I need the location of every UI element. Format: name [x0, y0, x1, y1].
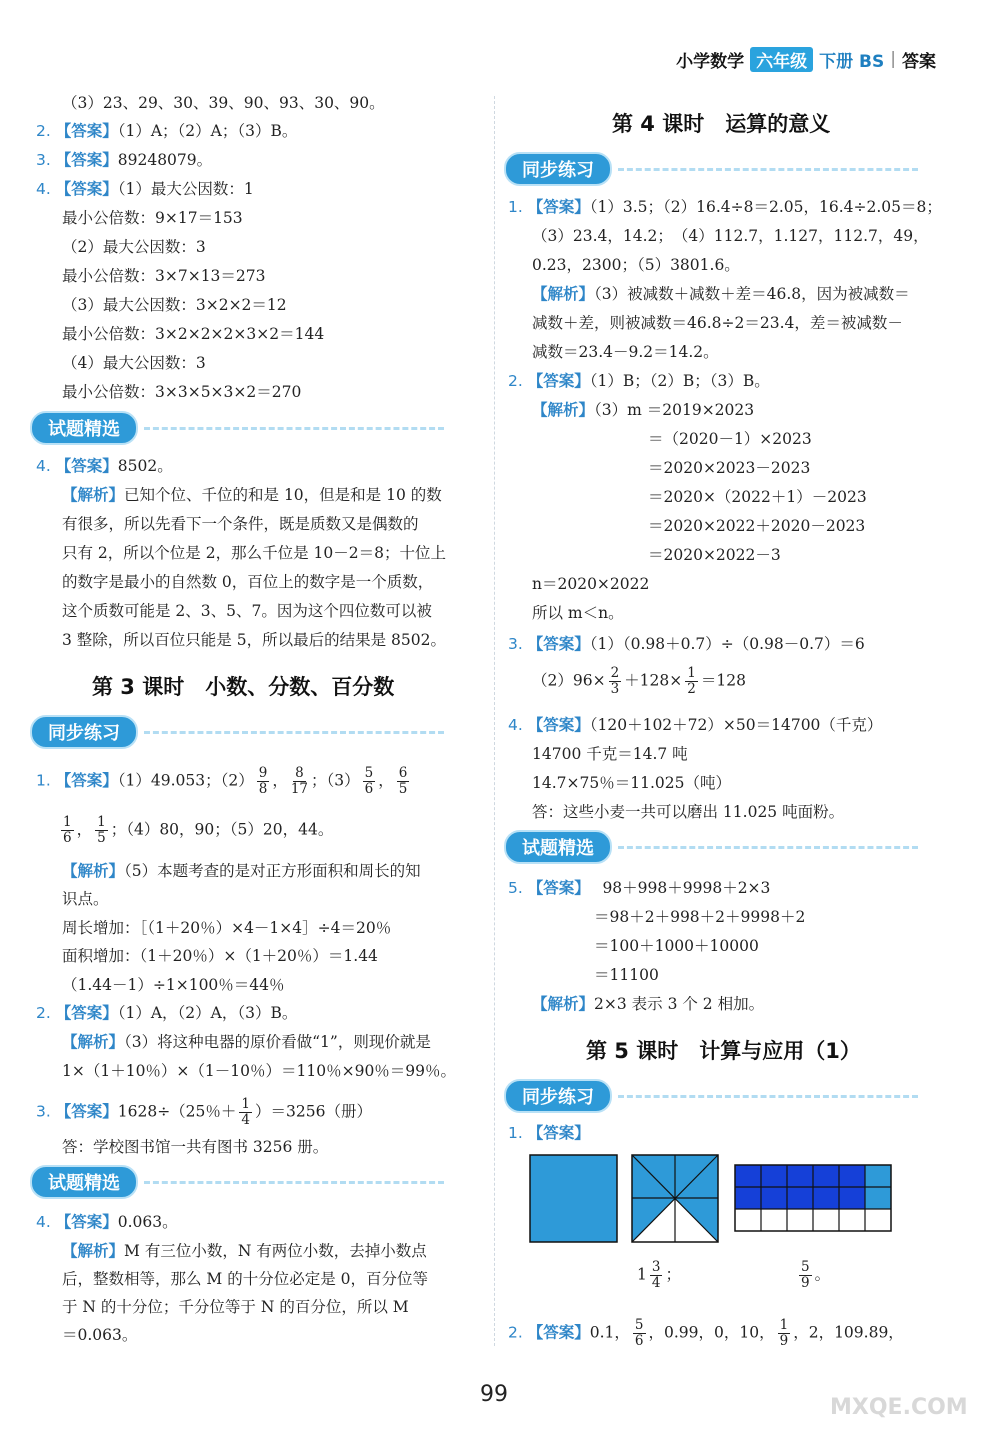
answer-text: 98＋998＋9998＋2×3: [602, 879, 771, 897]
section-banner-sync: [504, 153, 918, 185]
fraction-figures: [528, 1150, 900, 1246]
answer-text: （1）B；（2）B；（3）B。: [589, 372, 770, 390]
text-line: ＝2020×2022＋2020－2023: [648, 517, 866, 535]
answer-label: 【答案】: [55, 771, 118, 790]
denominator: 3: [610, 681, 620, 697]
text-line: ＝11100: [594, 966, 659, 984]
numerator: 1: [779, 1317, 789, 1333]
text-line: 的数字是最小的自然数 0，百位上的数字是一个质数，: [62, 573, 434, 591]
text-line: 答：这些小麦一共可以磨出 11.025 吨面粉。: [532, 803, 845, 821]
answer-label: 【答案】: [527, 635, 590, 653]
header-volume: 下册 BS: [819, 51, 885, 72]
answer-item-a1: 1. 【答案】（1）49.053；（2） $\frac{9}{8}$ ， $\frac{8}{17}$ ；（3） $\frac{5}{6}$ ， $\frac{6}{5}$: [36, 765, 408, 797]
fraction: [397, 766, 410, 797]
separator: ；: [665, 1265, 681, 1284]
numerator: 1: [241, 1096, 251, 1112]
answer-item-4: [36, 178, 254, 200]
answer-label: 【答案】: [527, 1323, 590, 1342]
denominator: 4: [241, 1112, 251, 1128]
answer-label: 【答案】: [55, 151, 118, 169]
numerator: 1: [687, 665, 696, 681]
fraction: [61, 815, 74, 846]
section-banner-sync: [30, 716, 444, 748]
question-number: 2.: [36, 122, 51, 140]
denominator: 5: [97, 830, 106, 846]
text-line: （4）最大公因数：3: [62, 354, 206, 372]
answer-text: ；（3）: [311, 771, 360, 790]
question-number: 1.: [36, 771, 51, 790]
answer-text: （1）A，（2）A，（3）B。: [117, 1004, 298, 1022]
text-line: ＝100＋1000＋10000: [594, 937, 759, 955]
explain-label: 【解析】: [62, 486, 125, 504]
explain-line: [532, 399, 754, 421]
banner-label: 试题精选: [30, 1165, 138, 1199]
answer-text: （120＋102＋72）×50＝14700（千克）: [589, 716, 883, 734]
text-line: （1.44－1）÷1×100％＝44％: [62, 976, 285, 994]
fraction: [799, 1260, 812, 1291]
fraction: [363, 766, 376, 797]
figure-answer-fraction: [796, 1260, 830, 1291]
answer-item-r1: [508, 196, 942, 218]
question-number: 5.: [508, 879, 523, 897]
text-line: 于 N 的十分位；千分位等于 N 的百分位，所以 M: [62, 1298, 409, 1316]
grid-rectangle: [735, 1165, 891, 1231]
text-line: 最小公倍数：3×2×2×2×3×2＝144: [62, 325, 325, 343]
header-separator: |: [890, 49, 896, 69]
question-number: 4.: [36, 1213, 51, 1231]
whole-number: 1: [637, 1265, 647, 1284]
answer-text: 1628÷（25％＋: [117, 1102, 237, 1121]
banner-divider: [618, 846, 918, 849]
denominator: 9: [801, 1275, 810, 1291]
answer-item-r2: [508, 370, 770, 392]
text-line: ＝2020×2023－2023: [648, 459, 811, 477]
header-subject: 小学数学: [676, 51, 745, 72]
section-banner-sync: [504, 1080, 918, 1112]
numerator: 9: [258, 765, 268, 781]
text-line: 减数＝23.4－9.2＝14.2。: [532, 343, 719, 361]
text-line: 只有 2，所以个位是 2，那么千位是 10－2＝8；十位上: [62, 544, 446, 562]
denominator: 6: [634, 1333, 644, 1349]
explain-label: 【解析】: [532, 285, 595, 303]
answer-item-r7: [508, 1318, 904, 1349]
answer-text: ）＝3256（册）: [255, 1102, 372, 1121]
text-line: ＝98＋2＋998＋2＋9998＋2: [594, 908, 806, 926]
answer-text: 0.063。: [117, 1213, 178, 1231]
page-number: 99: [480, 1382, 508, 1407]
fraction: [685, 666, 698, 697]
numerator: 8: [295, 765, 304, 781]
text-line: 周长增加：［（1＋20％）×4－1×4］÷4＝20％: [62, 919, 392, 937]
explain-label: 【解析】: [62, 1242, 125, 1260]
text-line: ＝2020×（2022＋1）－2023: [648, 488, 867, 506]
banner-divider: [618, 1095, 918, 1098]
explain-line: [532, 993, 764, 1015]
explain-line: [62, 1240, 427, 1262]
fraction: [257, 766, 270, 797]
text-line: 这个质数可能是 2、3、5、7。因为这个四位数可以被: [62, 602, 432, 620]
text-line: （3）23、29、30、39、90、93、30、90。: [62, 94, 385, 112]
question-number: 2.: [36, 1004, 51, 1022]
explain-text: （3）将这种电器的原价看做“1”，则现价就是: [124, 1033, 431, 1051]
text-line: 答：学校图书馆一共有图书 3256 册。: [62, 1138, 329, 1156]
text-line: （2）最大公因数：3: [62, 238, 206, 256]
numerator: 5: [364, 765, 374, 781]
denominator: 2: [687, 681, 696, 697]
text-line: 识点。: [62, 890, 109, 908]
text-line: 0.23，2300；（5）3801.6。: [532, 256, 740, 274]
banner-divider: [144, 427, 444, 430]
denominator: 9: [779, 1333, 789, 1349]
question-number: 2.: [508, 372, 523, 390]
banner-divider: [144, 1181, 444, 1184]
answer-continuation: $\frac{1}{6}$ ， $\frac{1}{5}$ ；（4）80，90；（5）20，44。: [63, 814, 334, 846]
answer-item-3: [36, 149, 212, 171]
banner-divider: [144, 731, 444, 734]
numerator: 5: [634, 1317, 644, 1333]
text-line: ＝（2020－1）×2023: [648, 430, 812, 448]
answer-label: 【答案】: [55, 1102, 118, 1121]
answer-item-s4: [36, 455, 173, 477]
numerator: 3: [651, 1259, 661, 1275]
denominator: 8: [258, 781, 268, 797]
question-number: 4.: [508, 716, 523, 734]
figure-answer-mixed: [637, 1260, 681, 1291]
answer-item-b4: [36, 1211, 178, 1233]
answer-label: 【答案】: [55, 457, 118, 475]
question-number: 3.: [36, 1102, 51, 1121]
answer-item-r3: [508, 633, 865, 655]
text-line: 14700 千克＝14.7 吨: [532, 745, 688, 763]
lesson-title-4: 第 4 课时 运算的意义: [612, 112, 831, 136]
question-number: 3.: [508, 635, 523, 653]
answer-text: 8502。: [117, 457, 173, 475]
question-number: 1.: [508, 198, 523, 216]
text-line: ＝2020×2022－3: [648, 546, 781, 564]
question-number: 3.: [36, 151, 51, 169]
banner-label: 试题精选: [504, 830, 612, 864]
answer-label: 【答案】: [55, 122, 118, 140]
denominator: 6: [364, 781, 374, 797]
text-line: 最小公倍数：3×3×5×3×2＝270: [62, 383, 302, 401]
numerator: 2: [610, 665, 620, 681]
section-banner-selected: [30, 1166, 444, 1198]
denominator: 6: [63, 830, 72, 846]
column-divider: [494, 96, 495, 1346]
answer-text: ，0.99，0，10，: [648, 1323, 775, 1342]
answer-label: 【答案】: [55, 1004, 118, 1022]
answer-item-r5: [508, 877, 770, 899]
answer-text: ，2，109.89，: [793, 1323, 904, 1342]
answer-label: 【答案】: [527, 372, 590, 390]
text-line: n＝2020×2022: [532, 575, 650, 593]
explain-label: 【解析】: [532, 401, 595, 419]
question-number: 2.: [508, 1323, 523, 1342]
denominator: 17: [290, 781, 309, 797]
explain-text: 已知个位、千位的和是 10，但是和是 10 的数: [124, 486, 442, 504]
expression-text: ＋128×: [624, 671, 683, 690]
fraction: [650, 1260, 663, 1291]
fraction: [609, 666, 622, 697]
header-grade: 六年级: [750, 47, 813, 72]
explain-label: 【解析】: [62, 1033, 125, 1051]
text-line: 有很多，所以先看下一个条件，既是质数又是偶数的: [62, 515, 419, 533]
header-section: 答案: [902, 51, 936, 72]
answer-item-a3: [36, 1097, 372, 1128]
banner-label: 同步练习: [504, 1079, 612, 1113]
text-line: ＝0.063。: [62, 1326, 138, 1344]
text-line: 最小公倍数：9×17＝153: [62, 209, 243, 227]
numerator: 1: [63, 814, 72, 830]
fraction: [95, 815, 108, 846]
section-banner-selected: [504, 831, 918, 863]
section-banner-selected: [30, 412, 444, 444]
fraction: [778, 1318, 791, 1349]
text-line: 最小公倍数：3×7×13＝273: [62, 267, 266, 285]
eighths-square: [632, 1155, 718, 1242]
explain-label: 【解析】: [62, 862, 125, 880]
text-line: 后，整数相等，那么 M 的十分位必定是 0，百分位等: [62, 1270, 429, 1288]
answer-label: 【答案】: [527, 1124, 590, 1142]
question-number: 4.: [36, 457, 51, 475]
text-line: 1×（1＋10％）×（1－10％）＝110％×90％＝99％。: [62, 1062, 457, 1080]
answer-text: （1）3.5；（2）16.4÷8＝2.05，16.4÷2.05＝8；: [589, 198, 942, 216]
answer-text: （1）最大公因数：1: [117, 180, 254, 198]
explain-text: M 有三位小数，N 有两位小数，去掉小数点: [124, 1242, 427, 1260]
explain-text: （3）m ＝2019×2023: [594, 401, 755, 419]
answer-text: 89248079。: [117, 151, 213, 169]
text-line: 14.7×75％＝11.025（吨）: [532, 774, 731, 792]
fraction: [633, 1318, 646, 1349]
text-line: 3 整除，所以百位只能是 5，所以最后的结果是 8502。: [62, 631, 446, 649]
period: 。: [814, 1265, 831, 1284]
fraction: [291, 766, 308, 797]
answer-text: （1）A；（2）A；（3）B。: [117, 122, 298, 140]
answer-text: （1）（0.98＋0.7）÷（0.98－0.7）＝6: [589, 635, 865, 653]
answer-text: ；（4）80，90；（5）20，44。: [110, 820, 334, 839]
text-line: （3）23.4，14.2； （4）112.7，1.127，112.7，49，: [532, 227, 929, 245]
explain-text: （3）被减数＋减数＋差＝46.8，因为被减数＝: [594, 285, 910, 303]
page-header: [676, 46, 942, 72]
text-line: （3）最大公因数：3×2×2＝12: [62, 296, 287, 314]
answer-item-a2: [36, 1002, 297, 1024]
numerator: 6: [398, 765, 408, 781]
explain-label: 【解析】: [532, 995, 595, 1013]
denominator: 5: [398, 781, 408, 797]
answer-text: （1）49.053；（2）: [117, 771, 254, 790]
numerator: 1: [97, 814, 106, 830]
expression-text: ＝128: [700, 671, 746, 690]
whole-square: [530, 1155, 617, 1242]
explain-line: [532, 283, 910, 305]
answer-item-r4: [508, 714, 882, 736]
banner-label: 同步练习: [504, 152, 612, 186]
question-number: 4.: [36, 180, 51, 198]
explain-line: [62, 1031, 431, 1053]
answer-label: 【答案】: [527, 716, 590, 734]
denominator: 4: [651, 1275, 661, 1291]
banner-divider: [618, 168, 918, 171]
text-line: 面积增加：（1＋20％）×（1＋20％）＝1.44: [62, 947, 378, 965]
lesson-title-5: 第 5 课时 计算与应用（1）: [586, 1039, 861, 1063]
lesson-title-3: 第 3 课时 小数、分数、百分数: [92, 675, 395, 699]
numerator: 5: [801, 1259, 810, 1275]
expression-line: [532, 666, 746, 697]
answer-item-2: [36, 120, 297, 142]
answer-text: 0.1，: [589, 1323, 630, 1342]
banner-label: 试题精选: [30, 411, 138, 445]
explain-text: （5）本题考查的是对正方形面积和周长的知: [124, 862, 421, 880]
answer-label: 【答案】: [55, 1213, 118, 1231]
answer-label: 【答案】: [527, 879, 582, 897]
explain-line: [62, 860, 421, 882]
text-line: 所以 m＜n。: [532, 604, 624, 622]
answer-label: 【答案】: [527, 198, 590, 216]
explain-line: [62, 484, 442, 506]
explain-text: 2×3 表示 3 个 2 相加。: [594, 995, 765, 1013]
answer-label: 【答案】: [55, 180, 118, 198]
answer-item-r6: [508, 1122, 590, 1144]
watermark: MXQE.COM: [830, 1395, 968, 1420]
banner-label: 同步练习: [30, 715, 138, 749]
expression-text: （2）96×: [532, 671, 606, 690]
text-line: 减数＋差，则被减数＝46.8÷2＝23.4，差＝被减数－: [532, 314, 903, 332]
question-number: 1.: [508, 1124, 523, 1142]
fraction: [239, 1097, 252, 1128]
